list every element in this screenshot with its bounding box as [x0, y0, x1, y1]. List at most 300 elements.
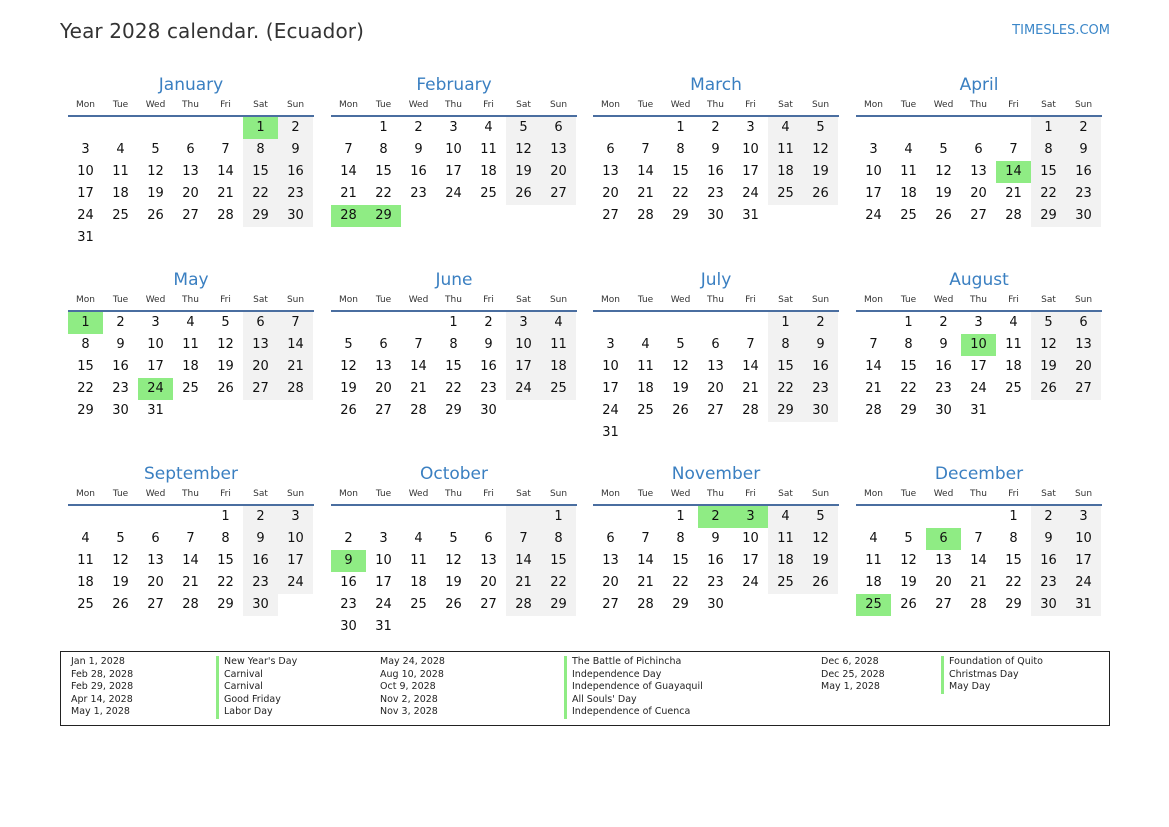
day-cell: 8 [81, 337, 90, 352]
day-cell: 24 [1066, 572, 1101, 594]
day-grid [593, 506, 839, 616]
weekday-label: Sat [253, 100, 268, 110]
holiday-name: The Battle of Pichincha [564, 656, 703, 669]
day-cell: 19 [1031, 356, 1066, 378]
day-cell: 12 [803, 139, 838, 161]
day-cell: 26 [217, 381, 234, 396]
day-cell: 2 [939, 315, 948, 330]
empty-cell [593, 506, 628, 528]
day-cell: 6 [711, 337, 720, 352]
holiday-name: All Souls' Day [564, 694, 703, 707]
day-cell: 6 [243, 312, 278, 334]
weekday-label: Sun [549, 489, 568, 499]
day-cell: 21 [278, 356, 313, 378]
weekday-label: Sun [549, 295, 568, 305]
weekday-label: Thu [445, 100, 462, 110]
weekday-label: Mon [339, 100, 358, 110]
day-cell: 25 [112, 208, 129, 223]
day-cell: 22 [541, 572, 576, 594]
day-cell: 24 [77, 208, 94, 223]
weekday-label: Sat [516, 489, 531, 499]
legend-names-column [941, 656, 1043, 694]
day-cell: 26 [340, 403, 357, 418]
empty-cell [68, 117, 103, 139]
empty-cell [471, 506, 506, 528]
day-cell: 27 [375, 403, 392, 418]
empty-cell [996, 117, 1031, 139]
weekday-label: Fri [220, 295, 231, 305]
day-cell: 4 [641, 337, 650, 352]
day-cell: 1 [676, 509, 685, 524]
weekday-label: Tue [375, 295, 392, 305]
holiday-day-cell: 14 [996, 161, 1031, 183]
holiday-name: Good Friday [216, 694, 297, 707]
holiday-name: Christmas Day [941, 669, 1043, 682]
day-cell: 30 [480, 403, 497, 418]
month-name: February [416, 75, 492, 95]
holiday-day-cell: 9 [331, 550, 366, 572]
empty-cell [698, 312, 733, 334]
weekday-label: Sun [1074, 100, 1093, 110]
day-cell: 1 [1031, 117, 1066, 139]
day-cell: 3 [506, 312, 541, 334]
weekday-label: Tue [900, 489, 917, 499]
day-cell: 25 [182, 381, 199, 396]
day-cell: 8 [1009, 531, 1018, 546]
day-cell: 17 [445, 164, 462, 179]
weekday-label: Wed [670, 295, 691, 305]
weekday-label: Tue [637, 295, 654, 305]
day-cell: 3 [1066, 506, 1101, 528]
day-cell: 16 [707, 164, 724, 179]
day-cell: 8 [676, 142, 685, 157]
day-cell: 23 [935, 381, 952, 396]
empty-cell [628, 506, 663, 528]
weekday-label: Thu [707, 100, 724, 110]
day-cell: 4 [1009, 315, 1018, 330]
day-cell: 20 [243, 356, 278, 378]
day-cell: 20 [182, 186, 199, 201]
weekday-header [68, 487, 314, 506]
day-cell: 1 [541, 506, 576, 528]
day-cell: 4 [768, 506, 803, 528]
day-cell: 6 [974, 142, 983, 157]
day-cell: 4 [869, 531, 878, 546]
day-cell: 27 [602, 208, 619, 223]
weekday-label: Wed [933, 489, 954, 499]
day-cell: 22 [672, 575, 689, 590]
day-cell: 28 [278, 378, 313, 400]
weekday-label: Sat [1041, 295, 1056, 305]
day-cell: 3 [81, 142, 90, 157]
day-cell: 7 [278, 312, 313, 334]
day-cell: 24 [278, 572, 313, 594]
day-cell: 27 [182, 208, 199, 223]
weekday-header [593, 487, 839, 506]
weekday-label: Fri [220, 100, 231, 110]
day-cell: 5 [676, 337, 685, 352]
holiday-day-cell: 2 [698, 506, 733, 528]
weekday-label: Thu [182, 295, 199, 305]
holiday-date: Dec 6, 2028 [821, 656, 879, 667]
day-cell: 12 [445, 553, 462, 568]
day-cell: 14 [340, 164, 357, 179]
day-cell: 17 [602, 381, 619, 396]
day-cell: 8 [541, 528, 576, 550]
holiday-name: May Day [941, 681, 1043, 694]
month-name: September [144, 464, 238, 484]
day-cell: 15 [768, 356, 803, 378]
day-cell: 8 [904, 337, 913, 352]
weekday-label: Sun [286, 295, 305, 305]
day-cell: 27 [480, 597, 497, 612]
weekday-label: Sun [811, 489, 830, 499]
day-cell: 16 [112, 359, 129, 374]
weekday-label: Fri [483, 100, 494, 110]
day-cell: 26 [900, 597, 917, 612]
weekday-label: Sat [516, 295, 531, 305]
empty-cell [506, 506, 541, 528]
day-cell: 16 [1031, 550, 1066, 572]
weekday-label: Sun [286, 100, 305, 110]
day-cell: 22 [375, 186, 392, 201]
day-cell: 31 [742, 208, 759, 223]
weekday-header [68, 98, 314, 117]
month-name: June [435, 270, 473, 290]
day-cell: 18 [77, 575, 94, 590]
holiday-day-cell: 1 [68, 312, 103, 334]
day-cell: 10 [1066, 528, 1101, 550]
day-cell: 25 [541, 378, 576, 400]
day-cell: 23 [803, 378, 838, 400]
day-grid [856, 117, 1102, 227]
month-name: December [934, 464, 1024, 484]
day-cell: 23 [707, 186, 724, 201]
day-cell: 11 [77, 553, 94, 568]
day-cell: 7 [974, 531, 983, 546]
weekday-label: Fri [1008, 295, 1019, 305]
day-cell: 18 [768, 550, 803, 572]
day-cell: 13 [935, 553, 952, 568]
day-cell: 20 [970, 186, 987, 201]
weekday-label: Mon [864, 295, 883, 305]
month-name: April [959, 75, 999, 95]
day-cell: 21 [1005, 186, 1022, 201]
day-cell: 5 [506, 117, 541, 139]
day-cell: 12 [1031, 334, 1066, 356]
empty-cell [856, 117, 891, 139]
day-cell: 23 [480, 381, 497, 396]
day-grid [331, 312, 577, 422]
day-cell: 1 [904, 315, 913, 330]
day-cell: 12 [147, 164, 164, 179]
day-cell: 18 [900, 186, 917, 201]
day-cell: 16 [935, 359, 952, 374]
day-cell: 26 [147, 208, 164, 223]
day-cell: 25 [900, 208, 917, 223]
day-cell: 21 [865, 381, 882, 396]
weekday-header [331, 293, 577, 312]
day-cell: 9 [711, 142, 720, 157]
holiday-date: Nov 3, 2028 [380, 706, 438, 718]
day-cell: 2 [1066, 117, 1101, 139]
holiday-name: New Year's Day [216, 656, 297, 669]
day-cell: 28 [970, 597, 987, 612]
empty-cell [103, 117, 138, 139]
weekday-label: Mon [864, 489, 883, 499]
month-name: January [158, 75, 224, 95]
weekday-label: Sat [778, 489, 793, 499]
day-cell: 14 [182, 553, 199, 568]
day-cell: 27 [147, 597, 164, 612]
page-title: Year 2028 calendar. (Ecuador) [60, 19, 365, 43]
empty-cell [628, 312, 663, 334]
weekday-label: Wed [933, 295, 954, 305]
day-cell: 20 [541, 161, 576, 183]
day-cell: 21 [506, 572, 541, 594]
day-cell: 22 [900, 381, 917, 396]
weekday-label: Mon [339, 489, 358, 499]
day-cell: 4 [186, 315, 195, 330]
weekday-label: Tue [112, 489, 129, 499]
day-cell: 24 [970, 381, 987, 396]
day-cell: 8 [221, 531, 230, 546]
day-cell: 22 [445, 381, 462, 396]
day-cell: 28 [182, 597, 199, 612]
weekday-label: Mon [601, 100, 620, 110]
day-cell: 14 [742, 359, 759, 374]
day-cell: 27 [602, 597, 619, 612]
day-cell: 17 [278, 550, 313, 572]
day-cell: 11 [410, 553, 427, 568]
day-cell: 28 [1005, 208, 1022, 223]
holiday-date: Feb 29, 2028 [71, 681, 134, 693]
day-cell: 14 [278, 334, 313, 356]
empty-cell [593, 117, 628, 139]
day-cell: 19 [217, 359, 234, 374]
day-cell: 5 [1031, 312, 1066, 334]
day-grid [331, 117, 577, 227]
empty-cell [331, 117, 366, 139]
day-cell: 20 [375, 381, 392, 396]
day-cell: 3 [449, 120, 458, 135]
day-cell: 25 [77, 597, 94, 612]
day-cell: 16 [480, 359, 497, 374]
day-cell: 3 [746, 120, 755, 135]
holiday-day-cell: 1 [243, 117, 278, 139]
weekday-label: Thu [970, 489, 987, 499]
weekday-label: Fri [220, 489, 231, 499]
day-cell: 9 [278, 139, 313, 161]
day-cell: 29 [445, 403, 462, 418]
day-cell: 29 [541, 594, 576, 616]
day-cell: 15 [77, 359, 94, 374]
day-cell: 22 [217, 575, 234, 590]
day-cell: 18 [112, 186, 129, 201]
day-cell: 27 [935, 597, 952, 612]
weekday-header [68, 293, 314, 312]
day-cell: 14 [865, 359, 882, 374]
weekday-label: Mon [864, 100, 883, 110]
holiday-name: Independence of Cuenca [564, 706, 703, 719]
weekday-label: Mon [76, 489, 95, 499]
day-cell: 18 [1005, 359, 1022, 374]
holiday-date: Apr 14, 2028 [71, 693, 133, 705]
day-cell: 11 [865, 553, 882, 568]
weekday-label: Fri [745, 295, 756, 305]
month-name: October [419, 464, 489, 484]
weekday-label: Wed [408, 100, 429, 110]
day-cell: 24 [375, 597, 392, 612]
weekday-label: Sat [778, 100, 793, 110]
day-cell: 18 [410, 575, 427, 590]
empty-cell [103, 506, 138, 528]
day-cell: 20 [707, 381, 724, 396]
day-cell: 3 [151, 315, 160, 330]
day-cell: 12 [112, 553, 129, 568]
weekday-label: Sun [1074, 295, 1093, 305]
day-cell: 19 [506, 161, 541, 183]
day-cell: 3 [869, 142, 878, 157]
day-cell: 6 [151, 531, 160, 546]
day-cell: 15 [243, 161, 278, 183]
day-cell: 28 [217, 208, 234, 223]
day-cell: 16 [803, 356, 838, 378]
day-cell: 17 [865, 186, 882, 201]
empty-cell [891, 117, 926, 139]
site-link[interactable]: TIMESLES.COM [1012, 23, 1110, 38]
day-cell: 23 [340, 597, 357, 612]
day-cell: 2 [803, 312, 838, 334]
day-cell: 4 [904, 142, 913, 157]
weekday-label: Sun [1074, 489, 1093, 499]
day-cell: 24 [602, 403, 619, 418]
day-cell: 28 [637, 597, 654, 612]
day-cell: 21 [217, 186, 234, 201]
day-cell: 7 [641, 142, 650, 157]
day-cell: 10 [147, 337, 164, 352]
month-july [593, 267, 839, 444]
day-cell: 10 [602, 359, 619, 374]
day-cell: 15 [1005, 553, 1022, 568]
day-cell: 19 [147, 186, 164, 201]
day-cell: 13 [602, 553, 619, 568]
day-cell: 28 [506, 594, 541, 616]
weekday-label: Fri [745, 489, 756, 499]
day-cell: 23 [278, 183, 313, 205]
empty-cell [856, 506, 891, 528]
day-cell: 23 [1066, 183, 1101, 205]
day-cell: 29 [768, 400, 803, 422]
day-grid [68, 506, 314, 616]
day-cell: 16 [340, 575, 357, 590]
weekday-label: Tue [637, 489, 654, 499]
day-cell: 9 [116, 337, 125, 352]
day-cell: 3 [379, 531, 388, 546]
weekday-label: Sat [253, 489, 268, 499]
day-cell: 11 [637, 359, 654, 374]
day-cell: 2 [243, 506, 278, 528]
day-cell: 25 [410, 597, 427, 612]
day-cell: 13 [1066, 334, 1101, 356]
day-cell: 13 [480, 553, 497, 568]
day-cell: 17 [742, 553, 759, 568]
weekday-label: Sat [778, 295, 793, 305]
day-cell: 23 [112, 381, 129, 396]
weekday-label: Sun [549, 100, 568, 110]
day-cell: 16 [410, 164, 427, 179]
day-cell: 26 [672, 403, 689, 418]
day-cell: 10 [278, 528, 313, 550]
day-cell: 8 [243, 139, 278, 161]
day-cell: 7 [221, 142, 230, 157]
day-cell: 17 [147, 359, 164, 374]
day-cell: 9 [243, 528, 278, 550]
day-cell: 25 [768, 183, 803, 205]
day-cell: 24 [445, 186, 462, 201]
day-cell: 14 [970, 553, 987, 568]
day-cell: 8 [768, 334, 803, 356]
day-cell: 15 [900, 359, 917, 374]
weekday-label: Tue [637, 100, 654, 110]
day-cell: 24 [506, 378, 541, 400]
day-cell: 30 [707, 597, 724, 612]
weekday-label: Sun [286, 489, 305, 499]
weekday-header [331, 487, 577, 506]
holiday-day-cell: 28 [331, 205, 366, 227]
holiday-name: Carnival [216, 669, 297, 682]
day-cell: 29 [672, 597, 689, 612]
day-cell: 12 [803, 528, 838, 550]
day-cell: 7 [1009, 142, 1018, 157]
empty-cell [366, 506, 401, 528]
day-cell: 21 [637, 575, 654, 590]
day-cell: 5 [803, 117, 838, 139]
day-cell: 3 [606, 337, 615, 352]
day-cell: 20 [480, 575, 497, 590]
legend-dates-column [380, 656, 445, 719]
day-cell: 14 [637, 164, 654, 179]
day-cell: 18 [182, 359, 199, 374]
day-cell: 28 [865, 403, 882, 418]
holiday-date: Nov 2, 2028 [380, 693, 438, 705]
holiday-name: Foundation of Quito [941, 656, 1043, 669]
day-cell: 19 [112, 575, 129, 590]
day-cell: 29 [1031, 205, 1066, 227]
holiday-day-cell: 10 [961, 334, 996, 356]
month-name: November [671, 464, 761, 484]
holiday-day-cell: 25 [856, 594, 891, 616]
day-cell: 11 [768, 528, 803, 550]
day-cell: 1 [221, 509, 230, 524]
day-cell: 22 [243, 183, 278, 205]
month-name: July [700, 270, 732, 290]
empty-cell [173, 506, 208, 528]
day-cell: 22 [77, 381, 94, 396]
weekday-label: Wed [933, 100, 954, 110]
day-cell: 21 [340, 186, 357, 201]
day-cell: 6 [606, 531, 615, 546]
weekday-label: Tue [112, 100, 129, 110]
day-cell: 15 [672, 164, 689, 179]
day-cell: 10 [865, 164, 882, 179]
day-cell: 17 [375, 575, 392, 590]
weekday-label: Thu [970, 100, 987, 110]
day-cell: 4 [541, 312, 576, 334]
month-may [68, 267, 314, 422]
weekday-label: Sun [811, 100, 830, 110]
weekday-label: Sat [1041, 489, 1056, 499]
